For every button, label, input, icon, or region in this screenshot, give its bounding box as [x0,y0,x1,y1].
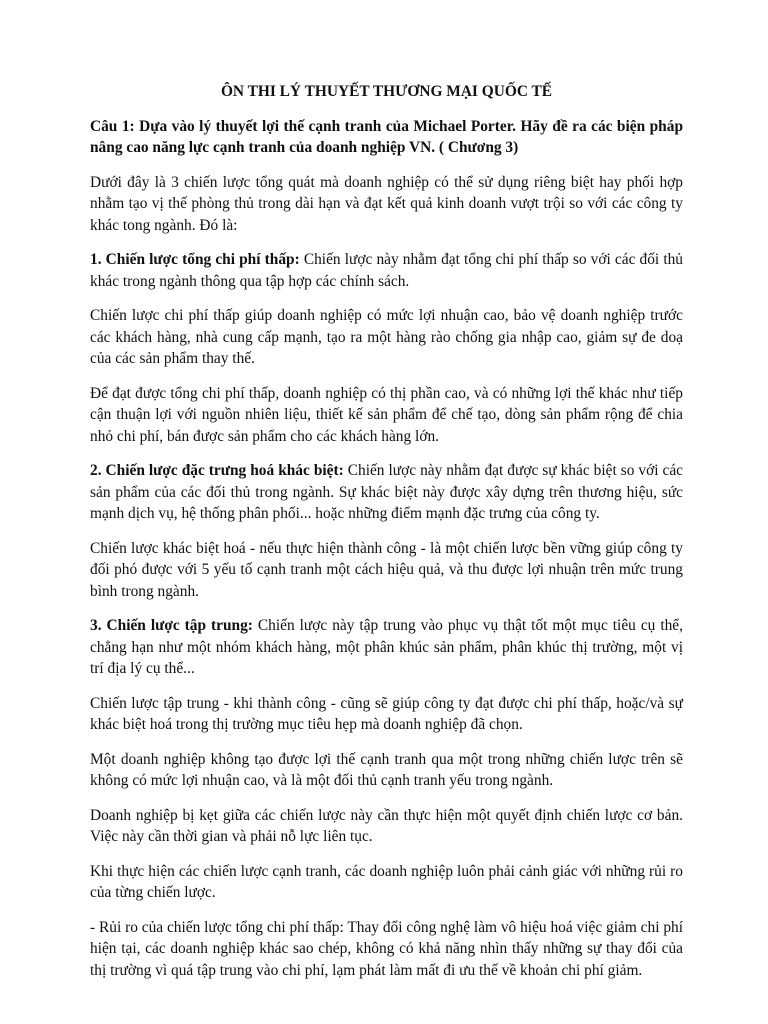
paragraph [90,249,683,292]
paragraph-text: Một doanh nghiệp không tạo được lợi thế cạnh tranh qua một trong những chiến lược trên sẽ không có mức lợi nhuận cao, và là một đối thủ cạnh tranh yếu trong ngành. [90,750,683,789]
paragraph [90,805,683,848]
paragraph [90,460,683,525]
paragraph [90,861,683,904]
document-title: ÔN THI LÝ THUYẾT THƯƠNG MẠI QUỐC TẾ [220,83,553,100]
paragraph [90,693,683,736]
paragraph [90,305,683,370]
paragraph-text: Dưới đây là 3 chiến lược tổng quát mà doanh nghiệp có thể sử dụng riêng biệt hay phối hợp nhằm tạo vị thế phòng thủ trong dài hạn và đạt kết quả kinh doanh vượt trội so với các công ty khác tong ngành. Đó là: [90,173,683,234]
paragraph [90,383,683,448]
paragraph-lead: 2. Chiến lược đặc trưng hoá khác biệt: [90,462,344,479]
paragraph [90,172,683,237]
paragraph [90,917,683,982]
paragraph-lead: 3. Chiến lược tập trung: [90,617,253,634]
paragraph-text: Chiến lược khác biệt hoá - nếu thực hiện thành công - là một chiến lược bền vững giúp công ty đối phó được với 5 yếu tố cạnh tranh một cách hiệu quả, và thu được lợi nhuận trên mức trung bình trong ngành. [90,539,683,600]
paragraph-text: Doanh nghiệp bị kẹt giữa các chiến lược này cần thực hiện một quyết định chiến lược cơ bản. Việc này cần thời gian và phải nỗ lực liên tục. [90,806,683,845]
paragraph [90,749,683,792]
paragraph-text: Chiến lược tập trung - khi thành công - cũng sẽ giúp công ty đạt được chi phí thấp, hoặc/và sự khác biệt hoá trong thị trường mục tiêu hẹp mà doanh nghiệp đã chọn. [90,694,683,733]
paragraph-text: Chiến lược này nhằm đạt tổng chi phí thấp so với các đối thủ khác trong ngành thông qua tập hợp các chính sách. [90,251,683,290]
paragraph [90,538,683,603]
paragraph-text: - Rủi ro của chiến lược tổng chi phí thấp: Thay đổi công nghệ làm vô hiệu hoá việc giảm chi phí hiện tại, các doanh nghiệp khác sao chép, không có khả năng nhìn thấy những sự thay đổi của thị trường vì quá tập trung vào chi phí, lạm phát làm mất đi ưu thế về khoản chi phí giảm. [90,918,683,979]
document-body [90,81,683,994]
paragraph-text: Để đạt được tổng chi phí thấp, doanh nghiệp có thị phần cao, và có những lợi thế khác như tiếp cận thuận lợi với nguồn nhiên liệu, thiết kế sản phẩm để chế tạo, dòng sản phẩm rộng để chia nhỏ chi phí, bán được sản phẩm cho các khách hàng lớn. [90,384,683,445]
paragraph-text: Khi thực hiện các chiến lược cạnh tranh, các doanh nghiệp luôn phải cảnh giác với những rủi ro của từng chiến lược. [90,862,683,901]
paragraph-text: Chiến lược này tập trung vào phục vụ thật tốt một mục tiêu cụ thể, chẳng hạn như một nhóm khách hàng, một phân khúc sản phẩm, phân khúc thị trường, một vị trí địa lý cụ thể... [90,617,683,677]
paragraph-text: Chiến lược chi phí thấp giúp doanh nghiệp có mức lợi nhuận cao, bảo vệ doanh nghiệp trước các khách hàng, nhà cung cấp mạnh, tạo ra một hàng rào chống gia nhập cao, giảm sự đe doạ của các sản phẩm thay thế. [90,307,683,367]
question-heading: Câu 1: Dựa vào lý thuyết lợi thế cạnh tranh của Michael Porter. Hãy đề ra các biện pháp nâng cao năng lực cạnh tranh của doanh nghiệp VN. ( Chương 3) [90,117,683,156]
paragraph-lead: 1. Chiến lược tổng chi phí thấp: [90,251,300,268]
paragraph-text: Chiến lược này nhằm đạt được sự khác biệt so với các sản phẩm của các đối thủ trong ngành. Sự khác biệt này được xây dựng trên thương hiệu, sức mạnh dịch vụ, hệ thống phân phối... hoặc những điểm mạnh đặc trưng của công ty. [90,462,683,522]
paragraph [90,615,683,680]
